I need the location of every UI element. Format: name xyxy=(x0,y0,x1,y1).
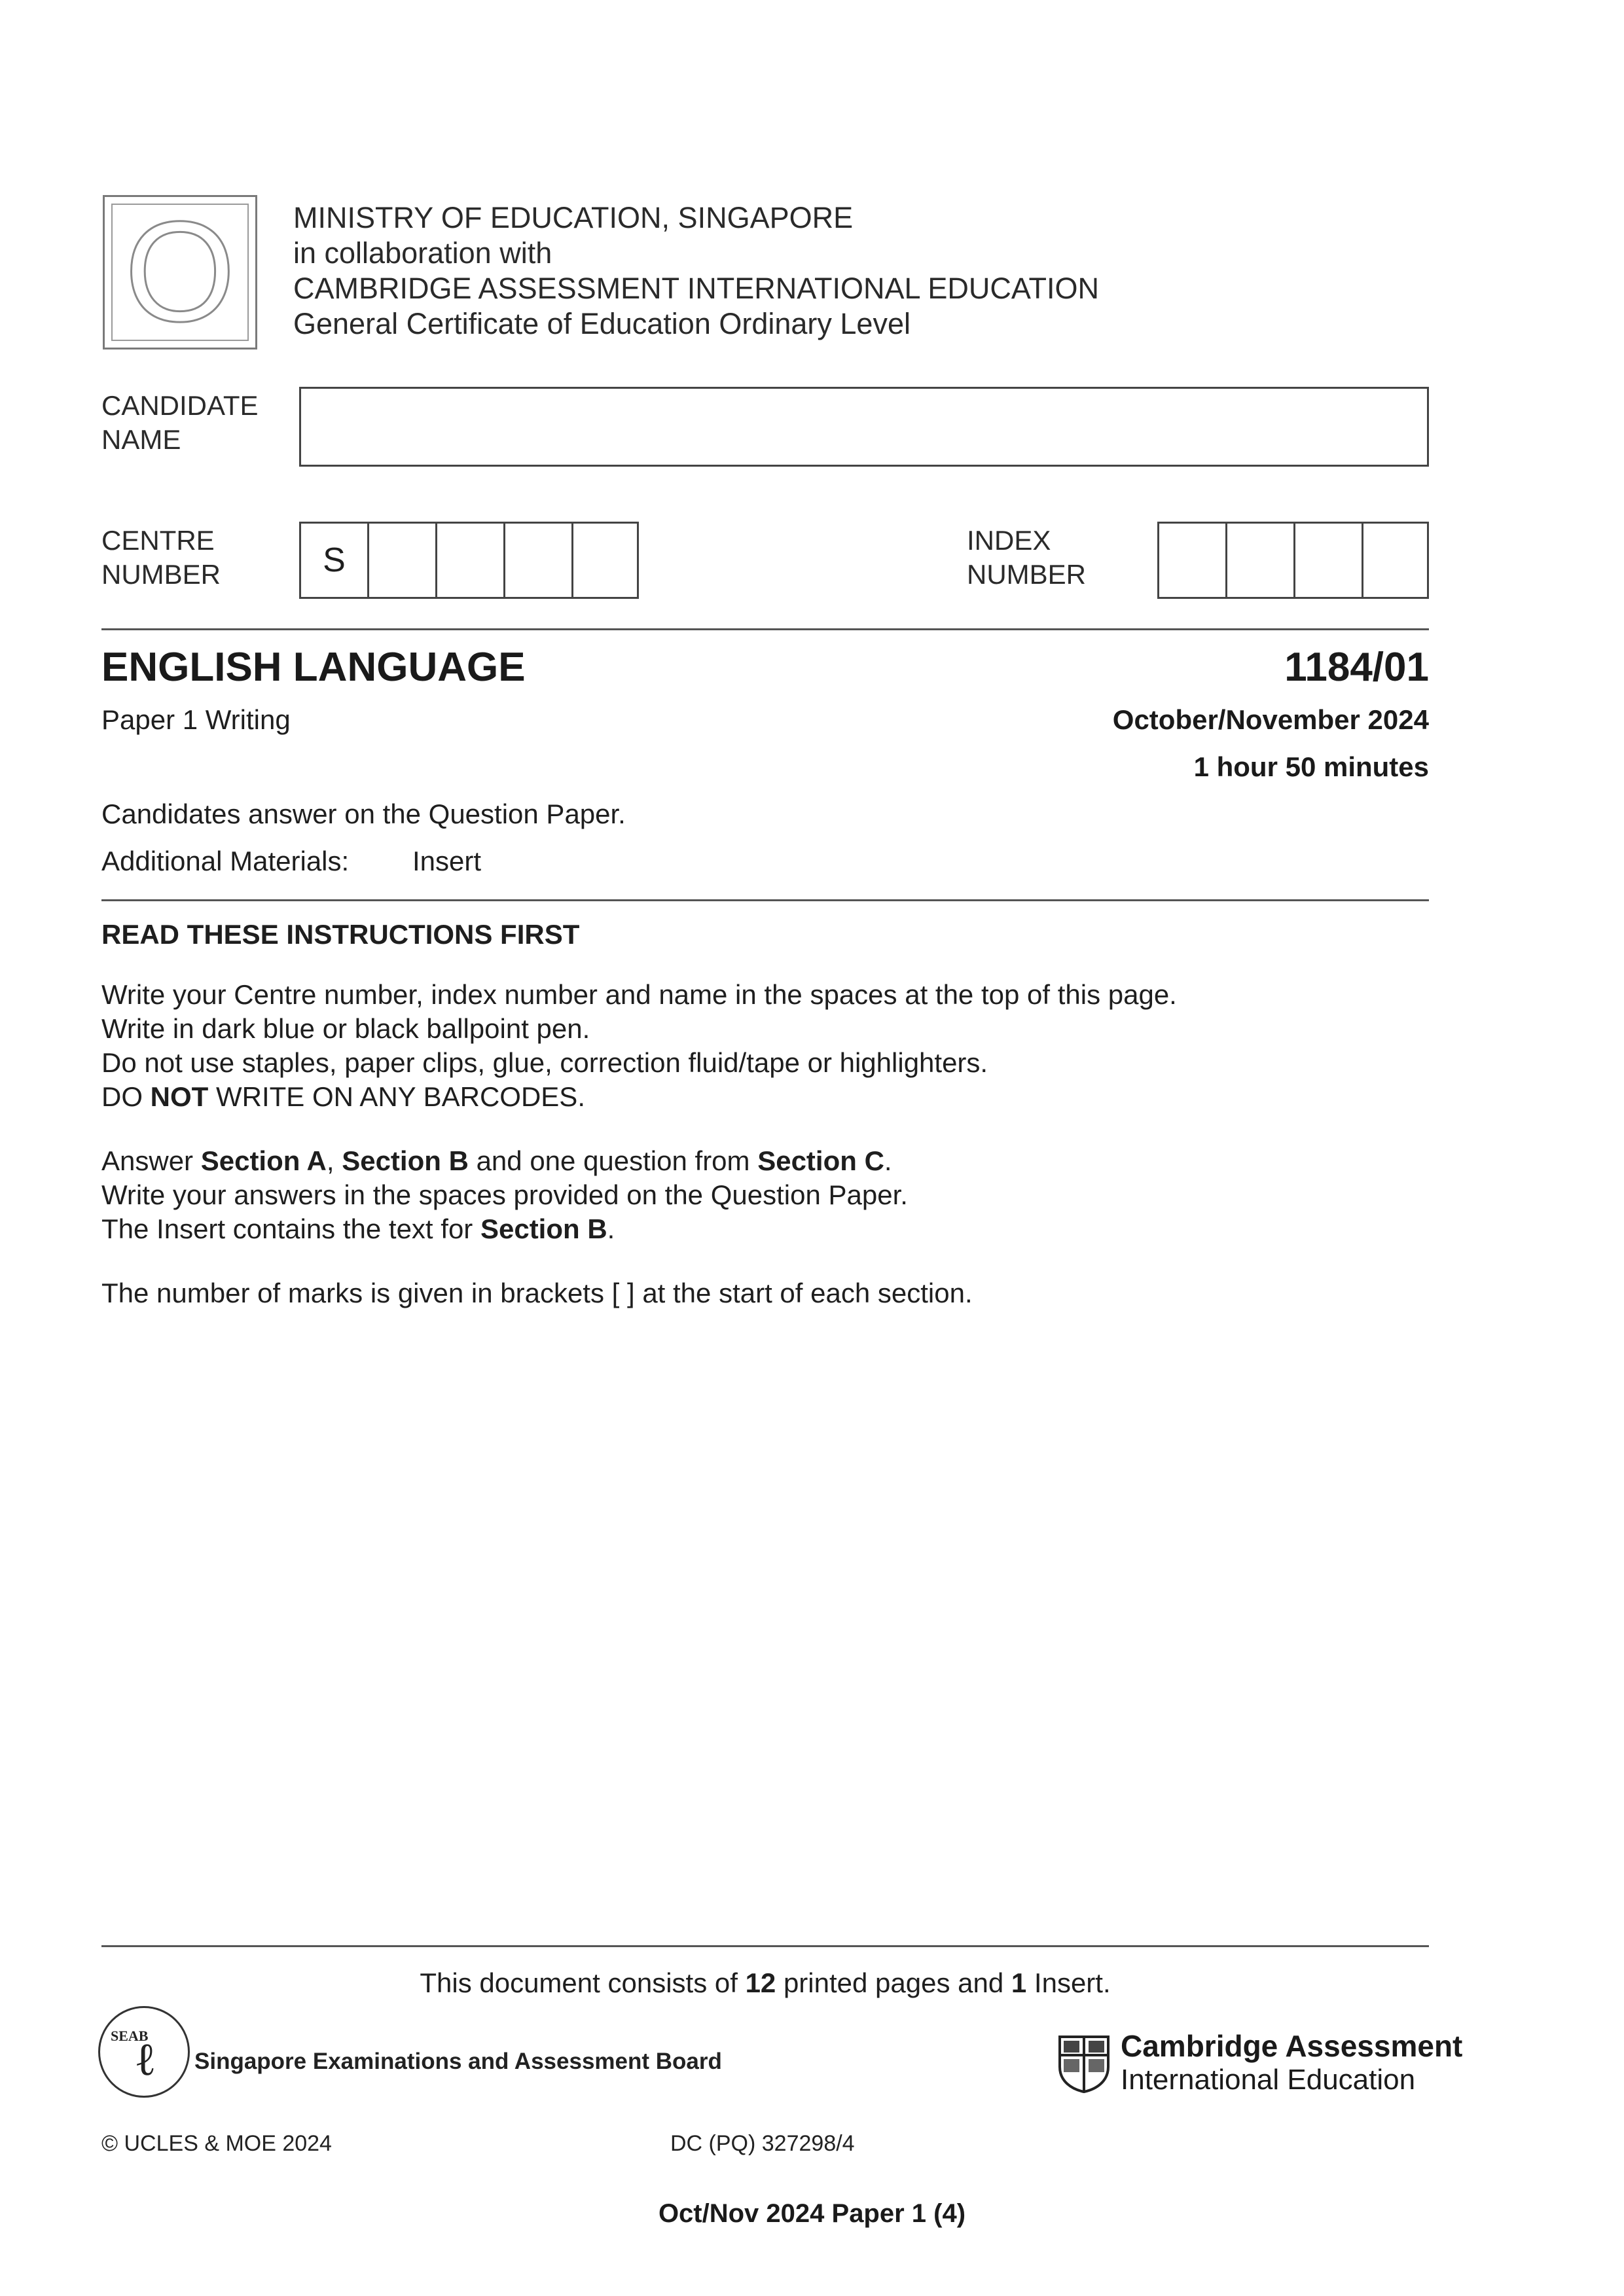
centre-number-cell[interactable] xyxy=(437,524,505,597)
insert-count: 1 xyxy=(1011,1967,1027,1998)
instruction-line: Do not use staples, paper clips, glue, correction fluid/tape or highlighters. xyxy=(101,1047,988,1078)
section-b-ref: Section B xyxy=(342,1145,469,1176)
text-segment: printed pages and xyxy=(776,1967,1011,1998)
text-segment: This document consists of xyxy=(420,1967,746,1998)
text-segment: and one question from xyxy=(468,1145,758,1176)
header-ministry: MINISTRY OF EDUCATION, SINGAPORE xyxy=(293,201,854,234)
materials-label: Additional Materials: xyxy=(101,846,350,876)
index-number-cell[interactable] xyxy=(1227,524,1295,597)
divider-instructions xyxy=(101,899,1429,901)
text-segment: Answer xyxy=(101,1145,201,1176)
centre-number-cell[interactable] xyxy=(573,524,639,597)
paper-name: Paper 1 Writing xyxy=(101,704,291,735)
candidate-name-field[interactable] xyxy=(299,387,1429,467)
text-segment: WRITE ON ANY BARCODES. xyxy=(208,1081,585,1112)
instruction-line: Write in dark blue or black ballpoint pen. xyxy=(101,1013,590,1044)
index-number-label-1: INDEX xyxy=(967,525,1051,556)
page-count-note xyxy=(0,1966,1530,2000)
seab-logo-text: SEAB xyxy=(111,2028,149,2044)
text-segment-bold: NOT xyxy=(150,1081,209,1112)
lion-icon: ℓ xyxy=(134,2035,156,2085)
centre-number-label-1: CENTRE xyxy=(101,525,215,556)
instruction-answer-line xyxy=(101,1144,892,1178)
level-o-logo xyxy=(103,192,257,351)
level-letter: O xyxy=(124,192,236,351)
exam-session: October/November 2024 xyxy=(1112,704,1429,735)
text-segment: , xyxy=(326,1145,342,1176)
instruction-line: Write your answers in the spaces provided on the Question Paper. xyxy=(101,1179,908,1210)
header-cambridge: CAMBRIDGE ASSESSMENT INTERNATIONAL EDUCATION xyxy=(293,272,1100,305)
divider-top xyxy=(101,628,1429,630)
paper-code: 1184/01 xyxy=(1284,645,1429,690)
centre-number-cell[interactable] xyxy=(369,524,437,597)
index-number-cell[interactable] xyxy=(1159,524,1227,597)
section-c-ref: Section C xyxy=(757,1145,884,1176)
centre-number-prefix: S xyxy=(301,524,369,597)
cambridge-shield-icon xyxy=(1058,2036,1110,2093)
cambridge-name-line2: International Education xyxy=(1121,2064,1416,2096)
text-segment: The Insert contains the text for xyxy=(101,1213,480,1244)
index-number-cell[interactable] xyxy=(1295,524,1363,597)
text-segment: . xyxy=(607,1213,615,1244)
instructions-heading: READ THESE INSTRUCTIONS FIRST xyxy=(101,919,580,950)
text-segment: . xyxy=(884,1145,892,1176)
section-a-ref: Section A xyxy=(200,1145,327,1176)
instruction-insert-line xyxy=(101,1212,615,1246)
document-code: DC (PQ) 327298/4 xyxy=(670,2131,855,2156)
cambridge-name-line1: Cambridge Assessment xyxy=(1121,2029,1463,2063)
materials-value: Insert xyxy=(412,846,482,876)
candidate-name-label-2: NAME xyxy=(101,424,181,455)
candidate-name-label-1: CANDIDATE xyxy=(101,390,259,421)
centre-number-cell[interactable] xyxy=(505,524,573,597)
seab-logo xyxy=(98,2006,190,2098)
index-number-label-2: NUMBER xyxy=(967,559,1087,590)
header-collaboration: in collaboration with xyxy=(293,236,552,270)
text-segment: DO xyxy=(101,1081,151,1112)
centre-number-field[interactable] xyxy=(299,522,639,599)
section-b-ref: Section B xyxy=(480,1213,607,1244)
copyright: © UCLES & MOE 2024 xyxy=(101,2131,332,2156)
header-certificate: General Certificate of Education Ordinary Level xyxy=(293,307,911,340)
divider-footer xyxy=(101,1945,1429,1947)
seab-name: Singapore Examinations and Assessment Board xyxy=(194,2049,722,2074)
index-number-field[interactable] xyxy=(1157,522,1429,599)
instruction-marks-line: The number of marks is given in brackets [ ] at the start of each section. xyxy=(101,1278,973,1308)
subject-title: ENGLISH LANGUAGE xyxy=(101,645,526,690)
centre-number-label-2: NUMBER xyxy=(101,559,221,590)
instruction-barcode-line xyxy=(101,1080,585,1114)
handwritten-note: Oct/Nov 2024 Paper 1 (4) xyxy=(658,2199,966,2228)
index-number-cell[interactable] xyxy=(1363,524,1429,597)
exam-duration: 1 hour 50 minutes xyxy=(1193,751,1429,782)
page-count: 12 xyxy=(745,1967,776,1998)
answer-note: Candidates answer on the Question Paper. xyxy=(101,798,626,829)
text-segment: Insert. xyxy=(1026,1967,1111,1998)
instruction-line: Write your Centre number, index number and name in the spaces at the top of this page. xyxy=(101,979,1177,1010)
